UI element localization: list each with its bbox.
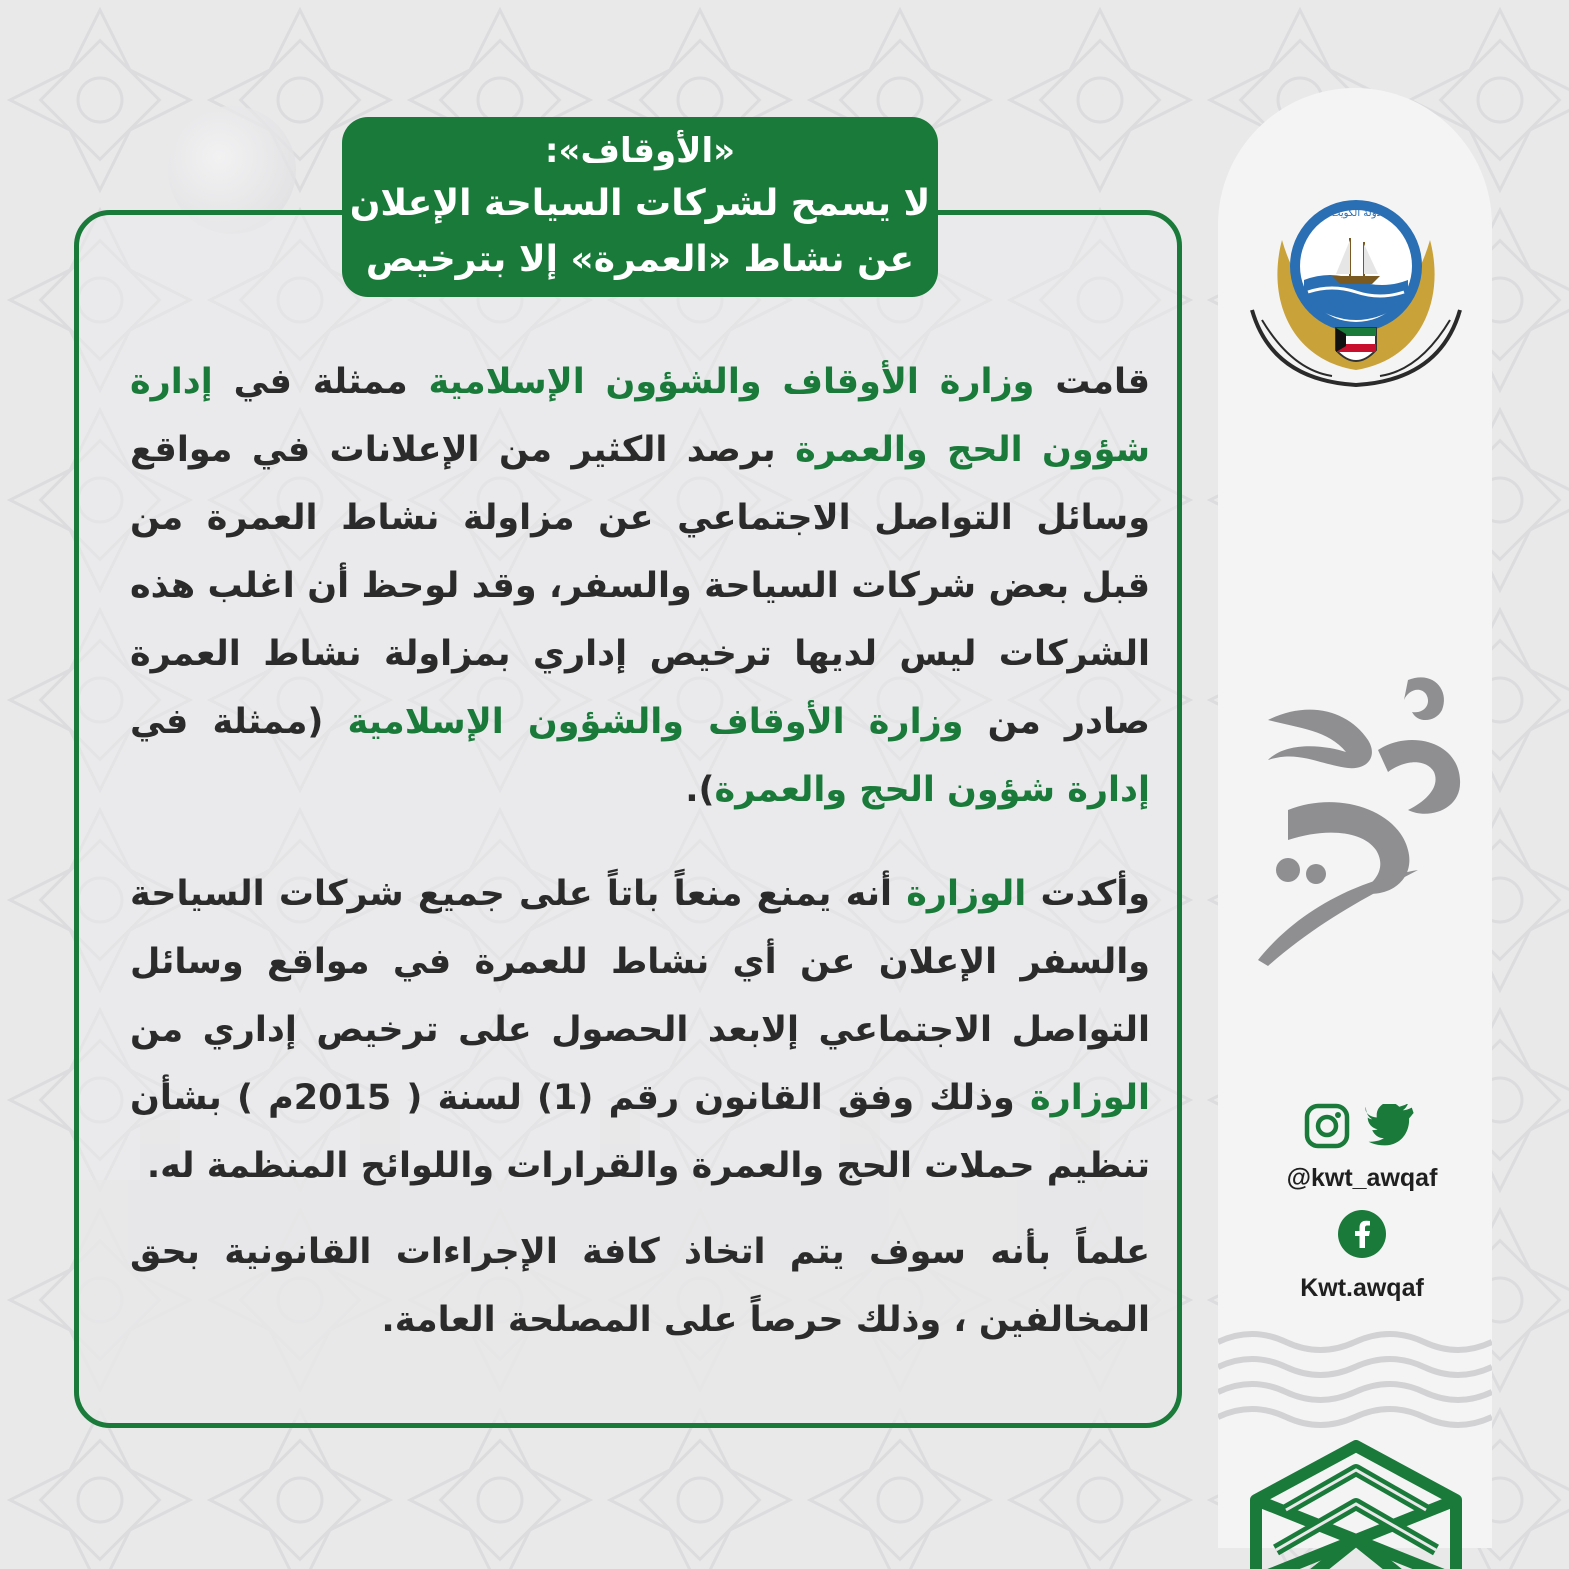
social-icons bbox=[1300, 1098, 1420, 1154]
facebook-icon[interactable] bbox=[1336, 1208, 1388, 1260]
wave-decoration bbox=[1218, 1322, 1492, 1432]
text-run: قامت bbox=[1034, 362, 1151, 402]
ministry-highlight: الوزارة bbox=[906, 874, 1027, 914]
twitter-icon[interactable] bbox=[1365, 1104, 1417, 1148]
ministry-highlight: الوزارة bbox=[1029, 1078, 1150, 1118]
ministry-name-highlight: وزارة الأوقاف والشؤون الإسلامية bbox=[347, 702, 964, 742]
text-run: ممثلة في bbox=[212, 362, 429, 402]
text-run: وأكدت bbox=[1026, 874, 1150, 914]
text-run: برصد الكثير من الإعلانات في مواقع وسائل التواصل الاجتماعي عن مزاولة نشاط العمرة من قبل بعض شركات السياحة والسفر، وقد لوحظ أن اغلب هذه الشركات ليس لديها ترخيص إداري بمزاولة نشاط العمرة صادر من bbox=[130, 430, 1150, 742]
paragraph-1 bbox=[130, 348, 1150, 824]
text-run: علماً بأنه سوف يتم اتخاذ كافة الإجراءات القانونية بحق المخالفين ، وذلك حرصاً على المصلحة العامة. bbox=[130, 1232, 1150, 1340]
text-run: (ممثلة في bbox=[130, 702, 348, 742]
department-name-highlight: إدارة شؤون الحج والعمرة bbox=[714, 770, 1150, 810]
ministry-emblem-icon bbox=[1232, 180, 1480, 390]
umrah-calligraphy bbox=[1228, 660, 1478, 970]
text-run: أنه يمنع منعاً باتاً على جميع شركات السياحة والسفر الإعلان عن أي نشاط للعمرة في مواقع وسائل التواصل الاجتماعي إلابعد الحصول على ترخيص إداري من bbox=[130, 874, 1150, 1050]
headline-line-1: «الأوقاف»: bbox=[544, 131, 736, 171]
headline-line-2: لا يسمح لشركات السياحة الإعلان bbox=[349, 183, 931, 224]
article-body bbox=[130, 348, 1150, 1354]
headline-line-3: عن نشاط «العمرة» إلا بترخيص bbox=[365, 239, 915, 280]
social-handle[interactable]: @kwt_awqaf bbox=[1286, 1164, 1438, 1192]
ministry-name-highlight: وزارة الأوقاف والشؤون الإسلامية bbox=[428, 362, 1035, 402]
text-run: ). bbox=[685, 770, 715, 810]
department-name-highlight: إدارة شؤون الحج والعمرة bbox=[130, 362, 1150, 470]
text-run: وذلك وفق القانون رقم (1) لسنة ( 2015م ) بشأن تنظيم حملات الحج والعمرة والقرارات واللوائح المنظمة له. bbox=[130, 1078, 1150, 1186]
instagram-icon[interactable] bbox=[1303, 1102, 1351, 1150]
paragraph-2 bbox=[130, 860, 1150, 1200]
headline-box bbox=[342, 117, 938, 297]
paragraph-3 bbox=[130, 1218, 1150, 1354]
knot-ornament bbox=[1226, 1440, 1486, 1569]
facebook-handle[interactable]: Kwt.awqaf bbox=[1300, 1274, 1424, 1302]
emblem-caption: دولة الكويت bbox=[1331, 208, 1381, 219]
